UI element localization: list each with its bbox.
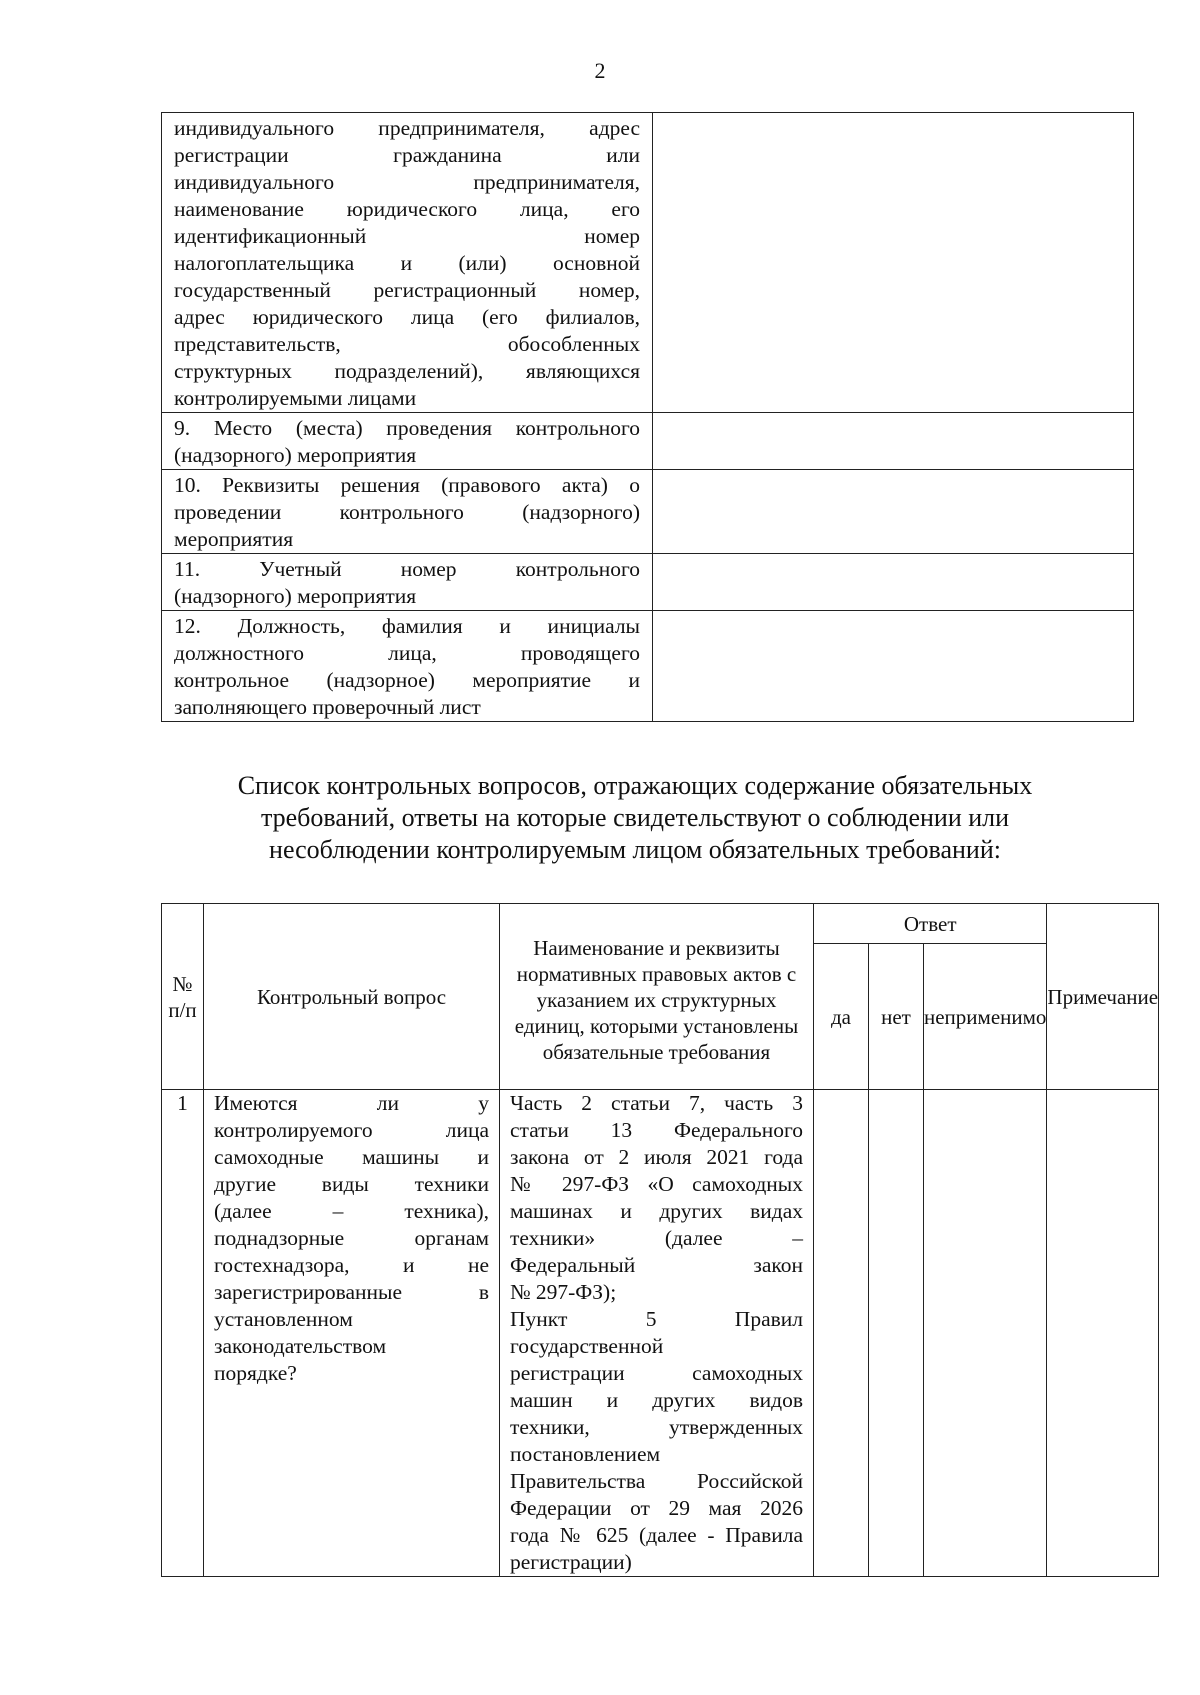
header-question: Контрольный вопрос [204,904,500,1090]
answer-yes-cell[interactable] [814,1090,869,1577]
header-acts: Наименование и реквизиты нормативных правовых актов с указанием их структурных единиц, которыми установлены обязательные требования [500,904,814,1090]
row-number: 1 [162,1090,204,1577]
field-value-official[interactable] [653,611,1134,722]
row-acts: Часть 2 статьи 7, часть 3 статьи 13 Федерального закона от 2 июля 2021 года № 297-ФЗ «О самоходных машинах и других видах техники» (далее – Федеральный закон № 297-ФЗ); Пункт 5 Правил государственной регистрации самоходных машин и других видов техники, утвержденных постановлением Правительства Российской Федерации от 29 мая 2026 года № 625 (далее - Правила регистрации) [500,1090,814,1577]
header-num: № п/п [162,904,204,1090]
header-yes: да [814,944,869,1090]
header-no: нет [869,944,924,1090]
header-answer: Ответ [814,904,1047,944]
section-heading: Список контрольных вопросов, отражающих содержание обязательных требований, ответы на которые свидетельствуют о соблюдении или несоблюдении контролируемым лицом обязательных требований: [237,771,1033,864]
table-row [162,611,1134,722]
table-row [162,113,1134,413]
field-value-decision[interactable] [653,470,1134,554]
table-row [162,554,1134,611]
table-row [162,470,1134,554]
header-na: неприменимо [924,944,1047,1090]
field-label-subject: индивидуального предпринимателя, адрес регистрации гражданина или индивидуального предпринимателя, наименование юридического лица, его идентификационный номер налогоплательщика и (или) основной государственный регистрационный номер, адрес юридического лица (его филиалов, представительств, обособленных структурных подразделений), являющихся контролируемыми лицами [162,113,653,413]
checklist-table [161,903,1159,1577]
answer-na-cell[interactable] [924,1090,1047,1577]
note-cell[interactable] [1047,1090,1159,1577]
header-note: Примечание [1047,904,1159,1090]
answer-no-cell[interactable] [869,1090,924,1577]
field-value-subject[interactable] [653,113,1134,413]
subject-info-table [161,112,1134,722]
field-label-official: 12. Должность, фамилия и инициалы должностного лица, проводящего контрольное (надзорное) мероприятие и заполняющего проверочный лист [162,611,653,722]
field-label-record-number: 11. Учетный номер контрольного (надзорного) мероприятия [162,554,653,611]
field-label-decision: 10. Реквизиты решения (правового акта) о проведении контрольного (надзорного) мероприятия [162,470,653,554]
field-label-place: 9. Место (места) проведения контрольного (надзорного) мероприятия [162,413,653,470]
page-number: 2 [594,58,606,83]
table-row [162,413,1134,470]
table-row [162,1090,1159,1577]
row-question: Имеются ли у контролируемого лица самоходные машины и другие виды техники (далее – техника), поднадзорные органам гостехнадзора, и не зарегистрированные в установленном законодательством порядке? [204,1090,500,1577]
field-value-record-number[interactable] [653,554,1134,611]
header-row [162,904,1159,944]
field-value-place[interactable] [653,413,1134,470]
